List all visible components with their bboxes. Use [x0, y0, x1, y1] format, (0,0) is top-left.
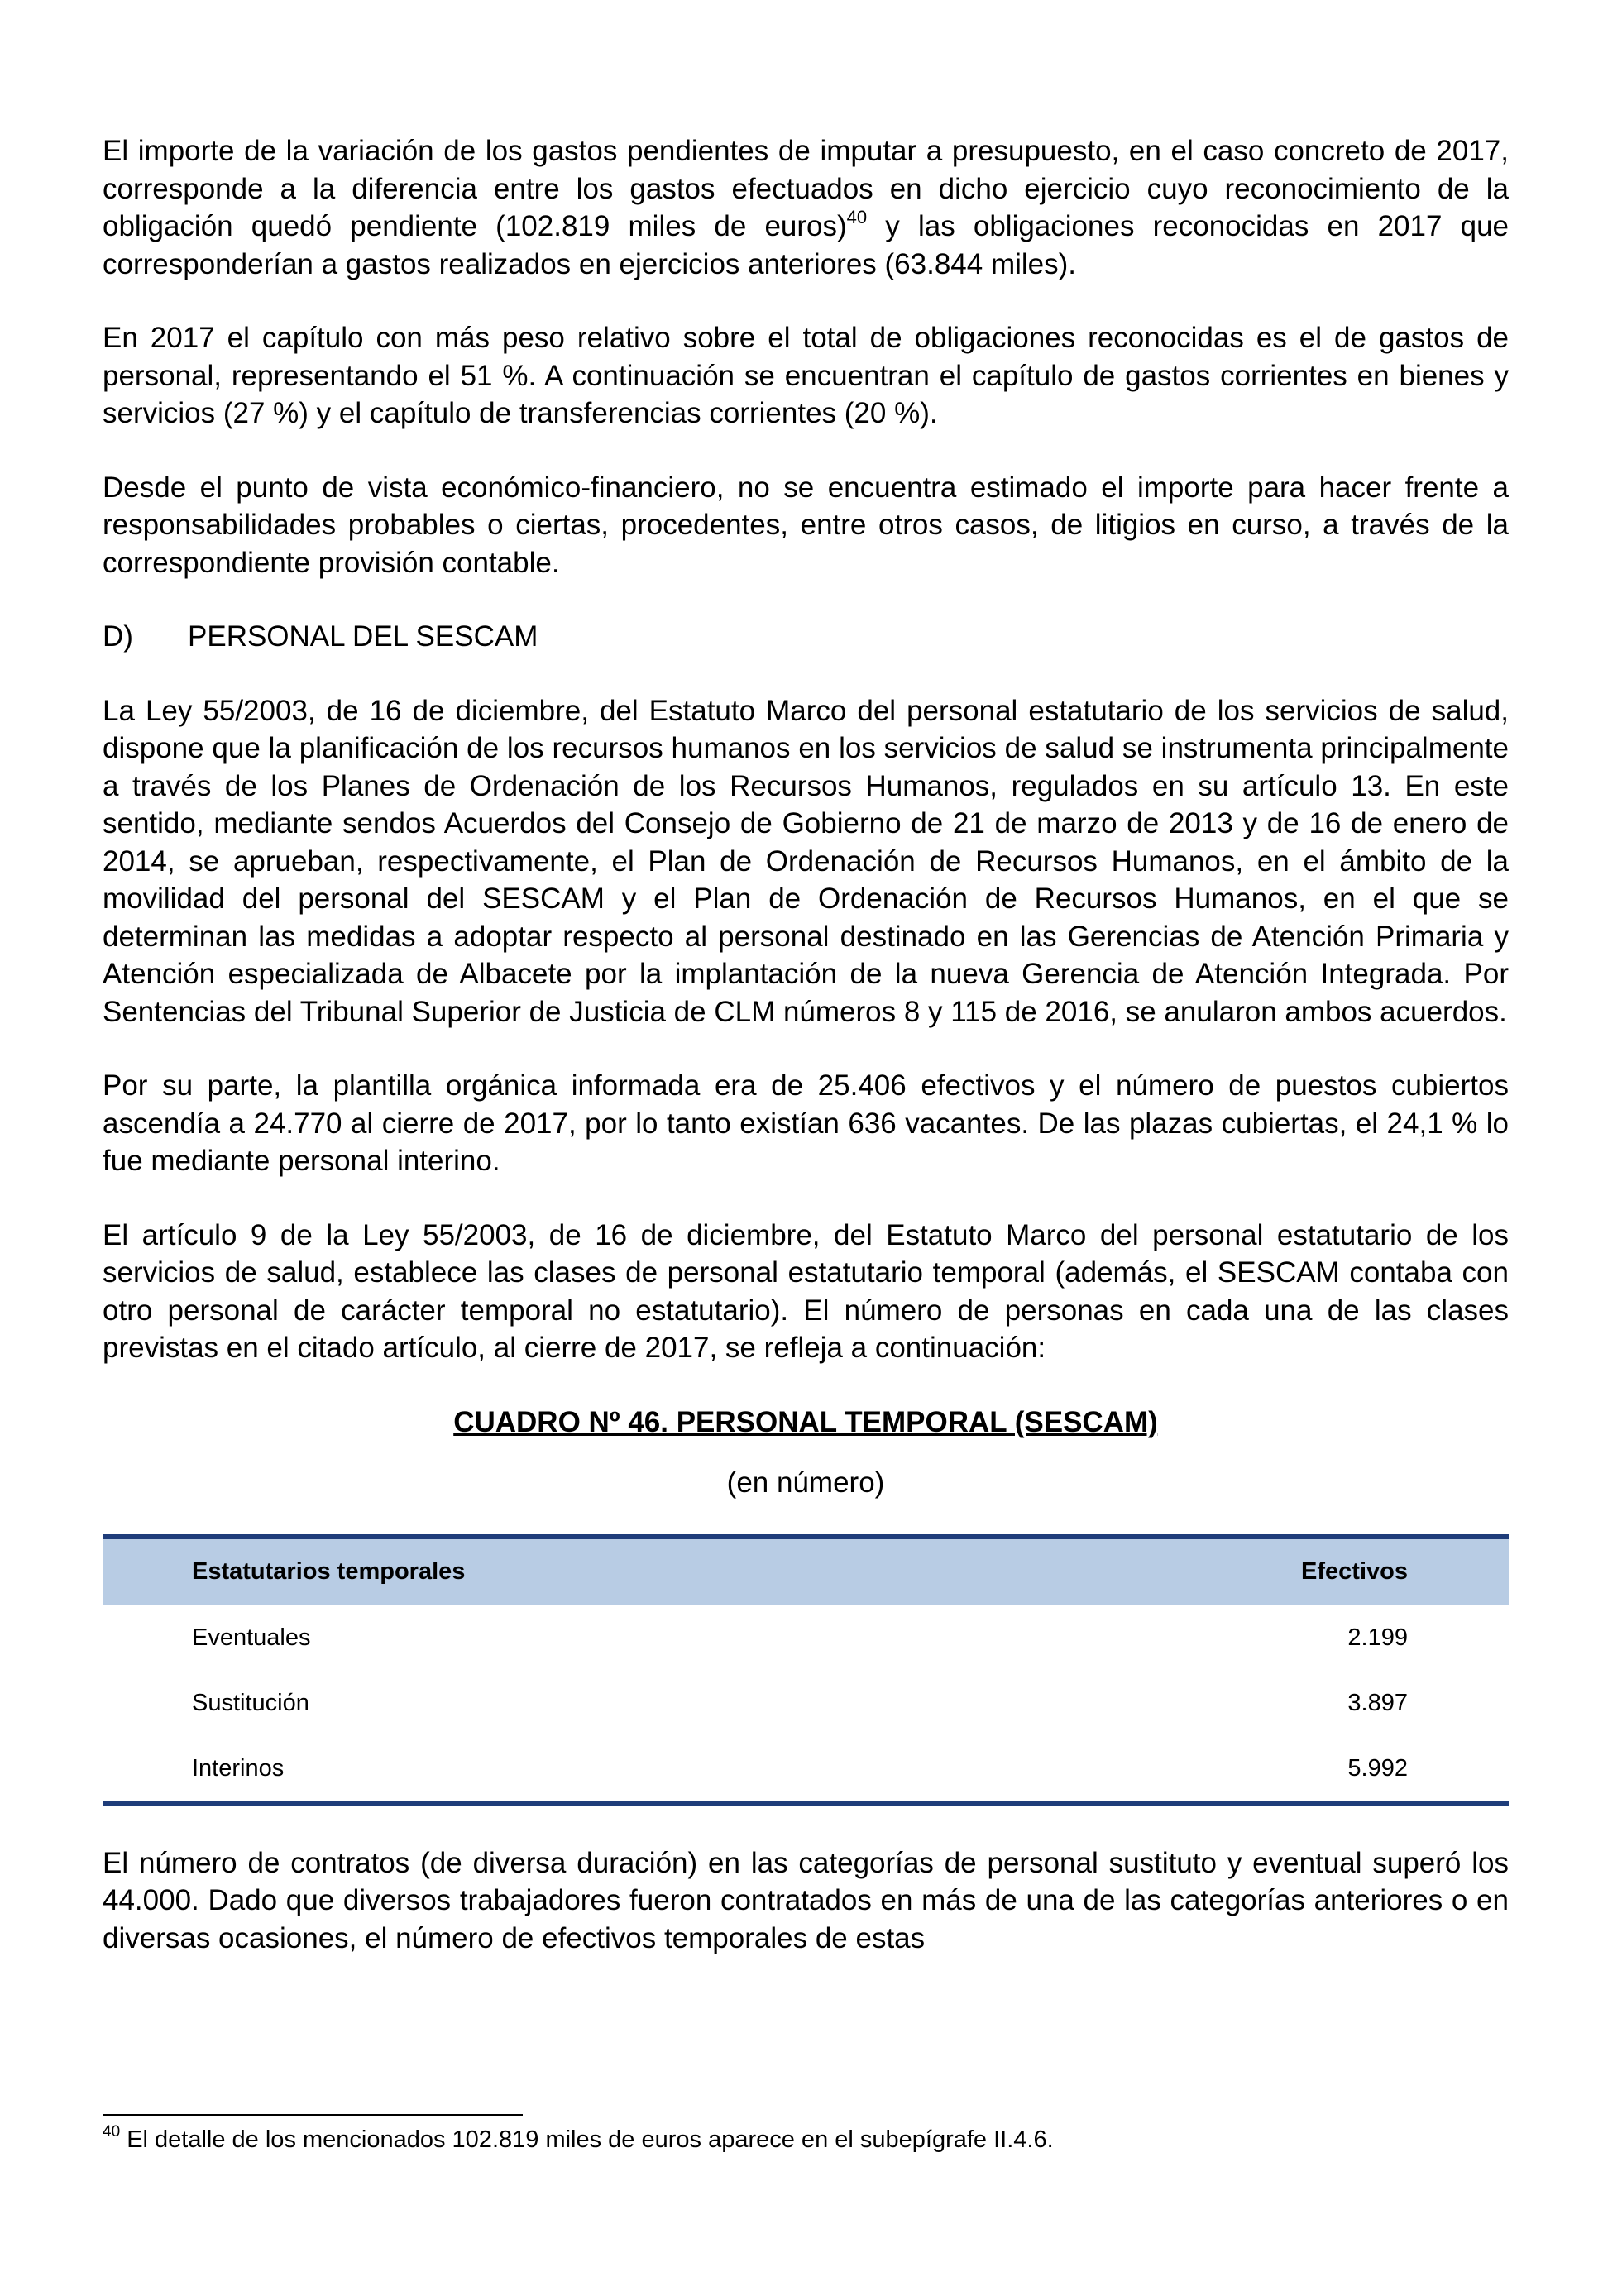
- row-label: Eventuales: [192, 1624, 311, 1651]
- row-label: Interinos: [192, 1754, 285, 1782]
- paragraph-contratos: El número de contratos (de diversa duración) en las categorías de personal sustituto y eventual superó los 44.000. Dado que diversos trabajadores fueron contratados en más de una de las categorías anteriores o en diversas ocasiones, el número de efectivos temporales de estas: [103, 1846, 1509, 1954]
- table-row: [103, 1736, 1509, 1804]
- table-row: [103, 1605, 1509, 1671]
- paragraph-ley-estatuto: La Ley 55/2003, de 16 de diciembre, del Estatuto Marco del personal estatutario de los servicios de salud, dispone que la planificación de los recursos humanos en los servicios de salud se instrumenta principalmente a través de los Planes de Ordenación de los Recursos Humanos, regulados en su artículo 13. En este sentido, mediante sendos Acuerdos del Consejo de Gobierno de 21 de marzo de 2013 y de 16 de enero de 2014, se aprueban, respectivamente, el Plan de Ordenación de Recursos Humanos, en el ámbito de la movilidad del personal del SESCAM y el Plan de Ordenación de Recursos Humanos, en el que se determinan las medidas a adoptar respecto al personal destinado en las Gerencias de Atención Primaria y Atención especializada de Albacete por la implantación de la nueva Gerencia de Atención Integrada. Por Sentencias del Tribunal Superior de Justicia de CLM números 8 y 115 de 2016, se anularon ambos acuerdos.: [103, 694, 1509, 1028]
- footnote-text: El detalle de los mencionados 102.819 miles de euros aparece en el subepígrafe II.4.6.: [120, 2126, 1054, 2153]
- row-label: Sustitución: [192, 1689, 309, 1716]
- table-header-row: [103, 1537, 1509, 1605]
- footnote-reference[interactable]: 40: [846, 207, 868, 228]
- personal-temporal-table: [103, 1534, 1509, 1806]
- column-header-value: Efectivos: [1301, 1558, 1408, 1585]
- table-subtitle: (en número): [726, 1466, 885, 1499]
- paragraph-provision: Desde el punto de vista económico-financiero, no se encuentra estimado el importe para hacer frente a responsabilidades probables o ciertas, procedentes, entre otros casos, de litigios en curso, a través de la correspondiente provisión contable.: [103, 471, 1509, 579]
- footnote-separator: [103, 2114, 523, 2116]
- paragraph-capitulos: En 2017 el capítulo con más peso relativo sobre el total de obligaciones reconocidas es el de gastos de personal, representando el 51 %. A continuación se encuentran el capítulo de gastos corrientes en bienes y servicios (27 %) y el capítulo de transferencias corrientes (20 %).: [103, 322, 1509, 429]
- table-row: [103, 1671, 1509, 1736]
- section-heading: [103, 618, 1509, 656]
- document-page: [103, 132, 1509, 1993]
- row-value: 3.897: [1347, 1689, 1408, 1716]
- paragraph-text: y las obligaciones reconocidas en 2017 que corresponderían a gastos realizados en ejercicios anteriores (63.844 miles).: [103, 210, 1510, 280]
- row-value: 2.199: [1347, 1624, 1408, 1651]
- table-title: CUADRO Nº 46. PERSONAL TEMPORAL (SESCAM): [453, 1405, 1158, 1438]
- footnote-number: 40: [103, 2123, 121, 2141]
- paragraph-text: El importe de la variación de los gastos pendientes de imputar a presupuesto, en el caso concreto de 2017, corresponde a la diferencia entre los gastos efectuados en dicho ejercicio cuyo reconocimiento de la obligación quedó pendiente (102.819 miles de euros): [103, 135, 1509, 242]
- column-header-label: Estatutarios temporales: [192, 1558, 466, 1585]
- row-value: 5.992: [1347, 1754, 1408, 1782]
- section-letter: D): [103, 620, 133, 653]
- paragraph-plantilla: Por su parte, la plantilla orgánica informada era de 25.406 efectivos y el número de puestos cubiertos ascendía a 24.770 al cierre de 2017, por lo tanto existían 636 vacantes. De las plazas cubiertas, el 24,1 % lo fue mediante personal interino.: [103, 1069, 1509, 1177]
- footnote: [103, 2124, 1509, 2155]
- paragraph-articulo-9: El artículo 9 de la Ley 55/2003, de 16 de diciembre, del Estatuto Marco del personal estatutario de los servicios de salud, establece las clases de personal estatutario temporal (además, el SESCAM contaba con otro personal de carácter temporal no estatutario). El número de personas en cada una de las clases previstas en el citado artículo, al cierre de 2017, se refleja a continuación:: [103, 1218, 1509, 1364]
- paragraph-gastos-pendientes: [103, 132, 1509, 283]
- section-title: PERSONAL DEL SESCAM: [188, 620, 538, 653]
